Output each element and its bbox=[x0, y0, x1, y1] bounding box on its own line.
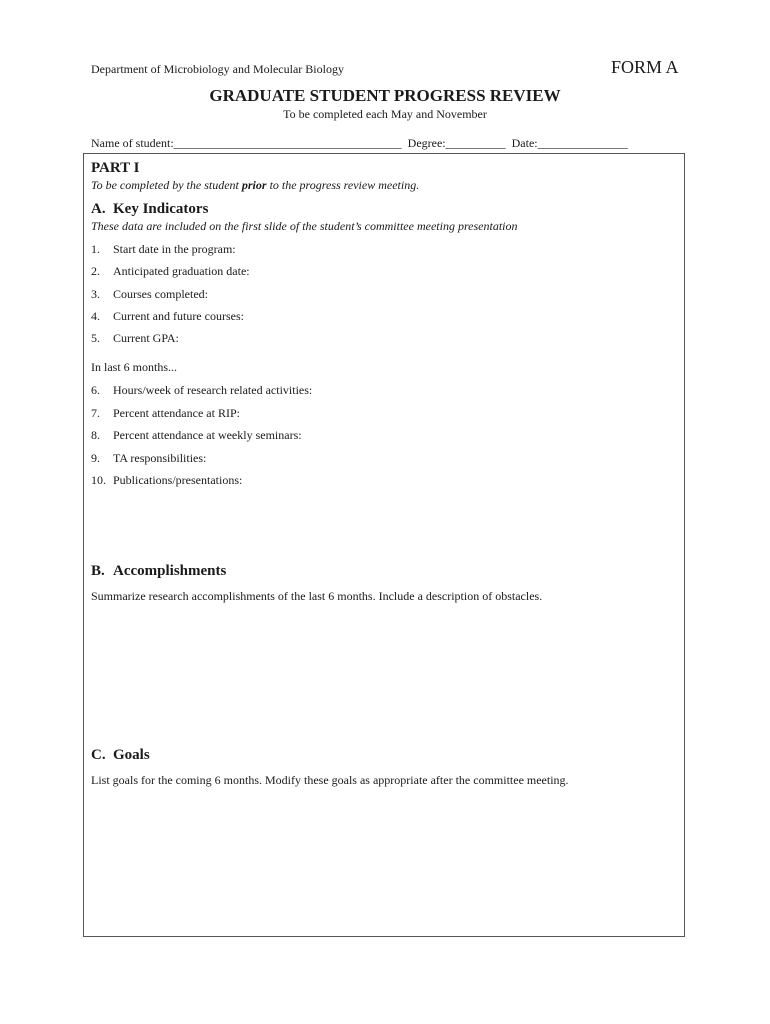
item-label: Percent attendance at weekly seminars: bbox=[113, 428, 302, 442]
section-b-title: Accomplishments bbox=[113, 563, 227, 579]
section-a-title: Key Indicators bbox=[113, 201, 209, 217]
part-title: PART I bbox=[91, 160, 140, 176]
degree-field[interactable]: Degree:__________ bbox=[407, 136, 506, 150]
list-item[interactable] bbox=[91, 406, 240, 421]
item-number: 8. bbox=[91, 428, 100, 442]
item-number: 7. bbox=[91, 406, 100, 420]
part-note-after: to the progress review meeting. bbox=[266, 178, 420, 192]
section-c-title: Goals bbox=[113, 747, 150, 763]
list-item[interactable] bbox=[91, 473, 242, 488]
part-note-bold: prior bbox=[241, 178, 267, 192]
item-number: 9. bbox=[91, 451, 100, 465]
page-subtitle: To be completed each May and November bbox=[283, 107, 487, 121]
student-name-field[interactable]: Name of student:______________________________________ bbox=[91, 136, 402, 150]
list-item[interactable] bbox=[91, 287, 208, 302]
section-c-instructions: List goals for the coming 6 months. Modify these goals as appropriate after the committee meeting. bbox=[91, 773, 569, 787]
sub-heading: In last 6 months... bbox=[91, 360, 177, 374]
section-b-instructions: Summarize research accomplishments of the last 6 months. Include a description of obstacles. bbox=[91, 589, 543, 603]
item-number: 10. bbox=[91, 473, 106, 487]
list-item[interactable] bbox=[91, 383, 312, 398]
item-label: TA responsibilities: bbox=[113, 451, 207, 465]
item-label: Hours/week of research related activities: bbox=[113, 383, 313, 397]
item-label: Start date in the program: bbox=[113, 242, 236, 256]
section-a-note: These data are included on the first slide of the student’s committee meeting presentation bbox=[91, 219, 518, 233]
item-label: Anticipated graduation date: bbox=[113, 264, 250, 278]
section-c-letter: C. bbox=[91, 747, 106, 763]
student-info-line bbox=[91, 136, 628, 151]
part-note-before: To be completed by the student bbox=[91, 178, 242, 192]
section-a-letter: A. bbox=[91, 201, 106, 217]
list-item[interactable] bbox=[91, 264, 250, 279]
item-label: Courses completed: bbox=[113, 287, 208, 301]
form-label: FORM A bbox=[611, 57, 679, 77]
page-title: GRADUATE STUDENT PROGRESS REVIEW bbox=[209, 86, 561, 105]
list-item[interactable] bbox=[91, 309, 244, 324]
section-b-heading bbox=[91, 563, 226, 580]
item-label: Percent attendance at RIP: bbox=[113, 406, 240, 420]
item-number: 5. bbox=[91, 331, 100, 345]
list-item[interactable] bbox=[91, 331, 179, 346]
list-item[interactable] bbox=[91, 242, 236, 257]
item-number: 3. bbox=[91, 287, 100, 301]
item-number: 6. bbox=[91, 383, 100, 397]
section-c-heading bbox=[91, 747, 150, 764]
list-item[interactable] bbox=[91, 428, 302, 443]
section-b-letter: B. bbox=[91, 563, 105, 579]
list-item[interactable] bbox=[91, 451, 206, 466]
item-label: Current GPA: bbox=[113, 331, 179, 345]
item-label: Current and future courses: bbox=[113, 309, 244, 323]
date-field[interactable]: Date:_______________ bbox=[511, 136, 628, 150]
section-a-heading bbox=[91, 201, 208, 218]
item-number: 4. bbox=[91, 309, 100, 323]
item-number: 2. bbox=[91, 264, 100, 278]
department-name: Department of Microbiology and Molecular Biology bbox=[91, 62, 344, 76]
part-instructions bbox=[91, 178, 419, 193]
item-label: Publications/presentations: bbox=[113, 473, 243, 487]
item-number: 1. bbox=[91, 242, 100, 256]
